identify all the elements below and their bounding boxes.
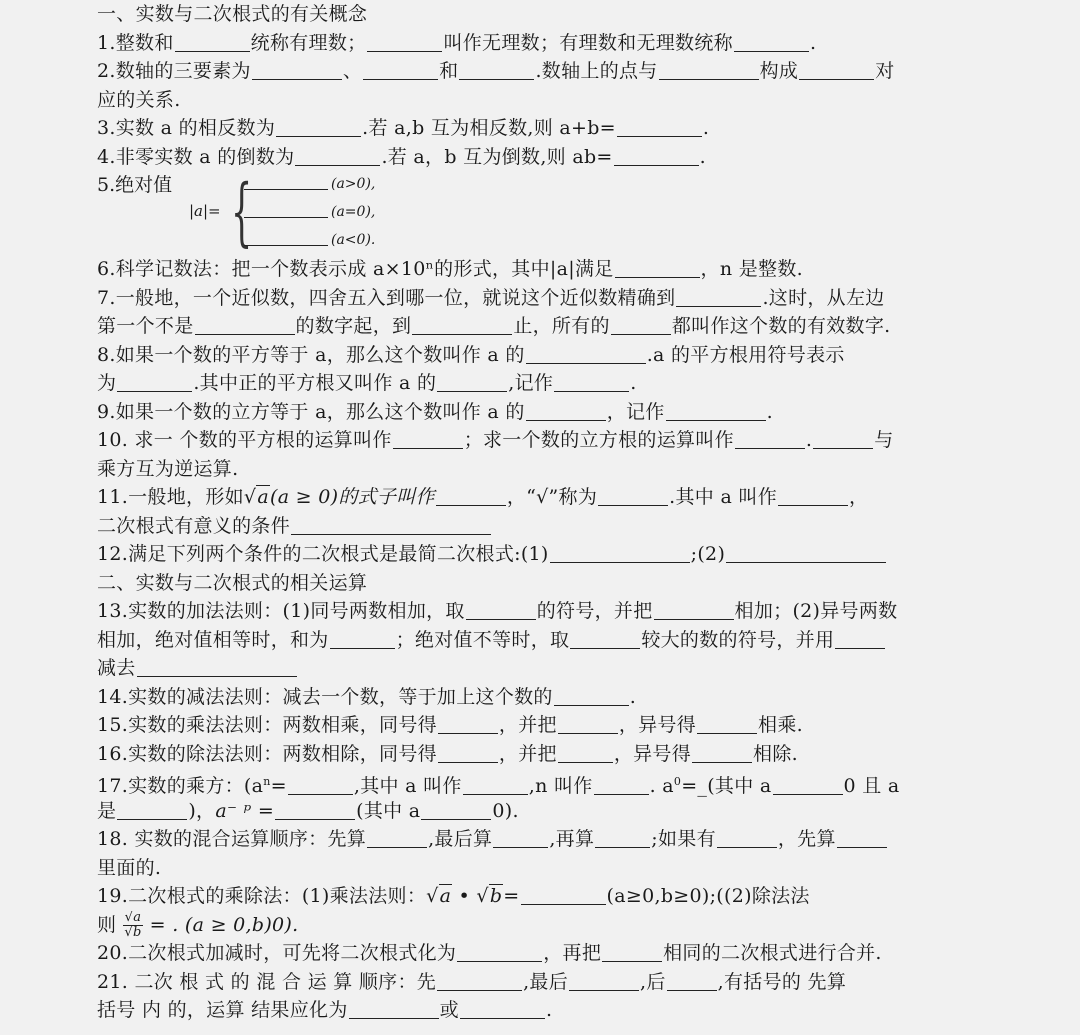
item-7-line-2: 第一个不是 的数字起，到 止，所有的 都叫作这个数的有效数字. <box>97 315 891 337</box>
item-16: 16.实数的除法法则：两数相除，同号得 ，并把 ，异号得 相除. <box>97 742 798 765</box>
sqrt-a: √a <box>426 885 452 907</box>
item-9: 9.如果一个数的立方等于 a，那么这个数叫作 a 的 ，记作 . <box>97 400 773 423</box>
item-10-line-2: 乘方互为逆运算. <box>97 457 239 480</box>
item-1: 1.整数和 统称有理数； 叫作无理数；有理数和无理数统称 . <box>97 31 817 54</box>
fill-blank[interactable] <box>137 656 297 677</box>
fill-blank[interactable] <box>676 286 761 307</box>
fill-blank[interactable] <box>611 314 671 335</box>
item-8-line-1: 8.如果一个数的平方等于 a，那么这个数叫作 a 的 .a 的平方根用符号表示 <box>97 343 845 366</box>
item-10-line-1: 10. 求一 个数的平方根的运算叫作 ；求一个数的立方根的运算叫作 . 与 <box>97 429 894 451</box>
fill-blank[interactable] <box>654 599 734 620</box>
fill-blank[interactable] <box>726 542 886 563</box>
fill-blank[interactable] <box>367 31 442 52</box>
item-13-line-3: 减去 <box>97 654 982 683</box>
fill-blank[interactable] <box>252 59 342 80</box>
fill-blank[interactable] <box>291 514 491 535</box>
fill-blank[interactable] <box>554 371 629 392</box>
fill-blank[interactable] <box>349 998 439 1019</box>
fill-blank[interactable] <box>735 428 805 449</box>
fill-blank[interactable] <box>569 970 639 991</box>
item-21-line-1: 21. 二次 根 式 的 混 合 运 算 顺序：先 ,最后 ,后 ,有括号的 先算 <box>97 970 847 993</box>
fill-blank[interactable] <box>799 59 874 80</box>
fill-blank[interactable] <box>602 941 662 962</box>
fill-blank[interactable] <box>276 116 361 137</box>
fill-blank[interactable] <box>330 628 395 649</box>
fill-blank[interactable] <box>436 485 506 506</box>
item-3: 3.实数 a 的相反数为 .若 a,b 互为相反数,则 a+b= . <box>97 117 710 139</box>
fill-blank[interactable] <box>554 685 629 706</box>
item-19-line-2: 则 $\frac{√a}{√b}$ = . (a ≥ 0,b)0). <box>97 910 299 939</box>
fill-blank[interactable] <box>526 343 646 364</box>
item-20: 20.二次根式加减时，可先将二次根式化为 ，再把 相同的二次根式进行合并. <box>97 942 882 964</box>
fill-blank[interactable] <box>659 59 759 80</box>
item-17-line-1: 17.实数的乘方：($a^n=$ ,其中 a 叫作 ,n 叫作 . $a^0=\_$(其中 a 0 且 a <box>97 775 900 797</box>
fill-blank[interactable] <box>614 145 699 166</box>
fill-blank[interactable] <box>421 799 491 820</box>
item-19-line-1: 19.二次根式的乘除法：(1)乘法法则：√a • √b= (a≥0,b≥0);((2)除法法 <box>97 882 982 911</box>
fill-blank[interactable] <box>521 884 606 905</box>
item-2-line-1: 2.数轴的三要素为 、 和 .数轴上的点与 构成 对 <box>97 60 895 82</box>
fill-blank[interactable] <box>526 400 606 421</box>
item-2-line-2: 应的关系. <box>97 88 181 111</box>
fill-blank[interactable] <box>117 371 192 392</box>
fill-blank[interactable] <box>438 742 498 763</box>
fill-blank[interactable] <box>175 31 250 52</box>
fill-blank[interactable] <box>493 827 548 848</box>
fill-blank[interactable] <box>437 970 522 991</box>
sqrt-b: √b <box>476 885 503 907</box>
item-13-line-2: 相加，绝对值相等时，和为 ；绝对值不等时，取 较大的数的符号，并用 <box>97 626 982 655</box>
item-13-line-1: 13.实数的加法法则：(1)同号两数相加，取 的符号，并把 相加；(2)异号两数 <box>97 600 898 622</box>
abs-case-positive: (a>0), <box>243 173 375 194</box>
fill-blank[interactable] <box>615 257 700 278</box>
item-4: 4.非零实数 a 的倒数为 .若 a，b 互为倒数,则 ab= . <box>97 145 706 168</box>
item-12: 12.满足下列两个条件的二次根式是最简二次根式:(1) ;(2) <box>97 540 982 569</box>
fill-blank[interactable] <box>244 229 328 246</box>
fill-blank[interactable] <box>598 485 668 506</box>
fill-blank[interactable] <box>617 116 702 137</box>
fill-blank[interactable] <box>570 628 640 649</box>
item-14: 14.实数的减法法则：减去一个数，等于加上这个数的 . <box>97 685 637 708</box>
section-title-operations: 二、实数与二次根式的相关运算 <box>97 571 368 594</box>
fill-blank[interactable] <box>666 400 766 421</box>
fraction-sqrt-a-over-sqrt-b: $\frac{√a}{√b}$ <box>124 910 142 939</box>
item-21-line-2: 括号 内 的，运算 结果应化为 或 . <box>97 999 553 1021</box>
item-17-line-2: 是 )，a⁻ ᵖ = (其中 a 0). <box>97 799 519 822</box>
fill-blank[interactable] <box>244 201 328 218</box>
sqrt-a: √a <box>243 486 269 508</box>
fill-blank[interactable] <box>363 59 438 80</box>
fill-blank[interactable] <box>594 774 649 795</box>
fill-blank[interactable] <box>692 742 752 763</box>
item-7-line-1: 7.一般地，一个近似数，四舍五入到哪一位，就说这个近似数精确到 .这时，从左边 <box>97 286 885 309</box>
item-5-absolute-value: 5.绝对值 |a|= { (a>0), (a=0), (a<0). <box>97 169 376 255</box>
fill-blank[interactable] <box>244 173 328 190</box>
fill-blank[interactable] <box>438 713 498 734</box>
fill-blank[interactable] <box>117 799 187 820</box>
fill-blank[interactable] <box>697 713 757 734</box>
item-11-line-2: 二次根式有意义的条件 <box>97 512 982 541</box>
fill-blank[interactable] <box>550 542 690 563</box>
item-18-line-1: 18. 实数的混合运算顺序：先算 ,最后算 ,再算 ;如果有 ，先算 <box>97 825 982 854</box>
fill-blank[interactable] <box>813 428 873 449</box>
fill-blank[interactable] <box>773 774 843 795</box>
item-11-line-1: 11.一般地，形如√a(a ≥ 0)的式子叫作 ，“√”称为 .其中 a 叫作 ， <box>97 483 982 512</box>
abs-case-negative: (a<0). <box>243 229 375 250</box>
fill-blank[interactable] <box>595 827 650 848</box>
fill-blank[interactable] <box>457 941 542 962</box>
fill-blank[interactable] <box>367 827 427 848</box>
item-8-line-2: 为 .其中正的平方根又叫作 a 的 ,记作 . <box>97 372 637 394</box>
fill-blank[interactable] <box>558 713 618 734</box>
item-18-line-2: 里面的. <box>97 856 162 879</box>
left-brace: { <box>231 169 253 255</box>
fill-blank[interactable] <box>275 799 355 820</box>
fill-blank[interactable] <box>463 774 528 795</box>
fill-blank[interactable] <box>460 998 545 1019</box>
fill-blank[interactable] <box>295 145 380 166</box>
fill-blank[interactable] <box>667 970 717 991</box>
fill-blank[interactable] <box>459 59 534 80</box>
fill-blank[interactable] <box>837 827 887 848</box>
item-15: 15.实数的乘法法则：两数相乘，同号得 ，并把 ，异号得 相乘. <box>97 714 803 736</box>
fill-blank[interactable] <box>288 774 353 795</box>
fill-blank[interactable] <box>835 628 885 649</box>
fill-blank[interactable] <box>734 31 809 52</box>
fill-blank[interactable] <box>558 742 613 763</box>
fill-blank[interactable] <box>466 599 536 620</box>
fill-blank[interactable] <box>437 371 507 392</box>
item-6: 6.科学记数法：把一个数表示成 a×10ⁿ的形式，其中|a|满足 ，n 是整数. <box>97 258 803 280</box>
fill-blank[interactable] <box>393 428 463 449</box>
section-title-concepts: 一、实数与二次根式的有关概念 <box>97 3 368 25</box>
fill-blank[interactable] <box>195 314 295 335</box>
abs-case-zero: (a=0), <box>243 201 375 222</box>
fill-blank[interactable] <box>412 314 512 335</box>
fill-blank[interactable] <box>717 827 777 848</box>
fill-blank[interactable] <box>778 485 848 506</box>
